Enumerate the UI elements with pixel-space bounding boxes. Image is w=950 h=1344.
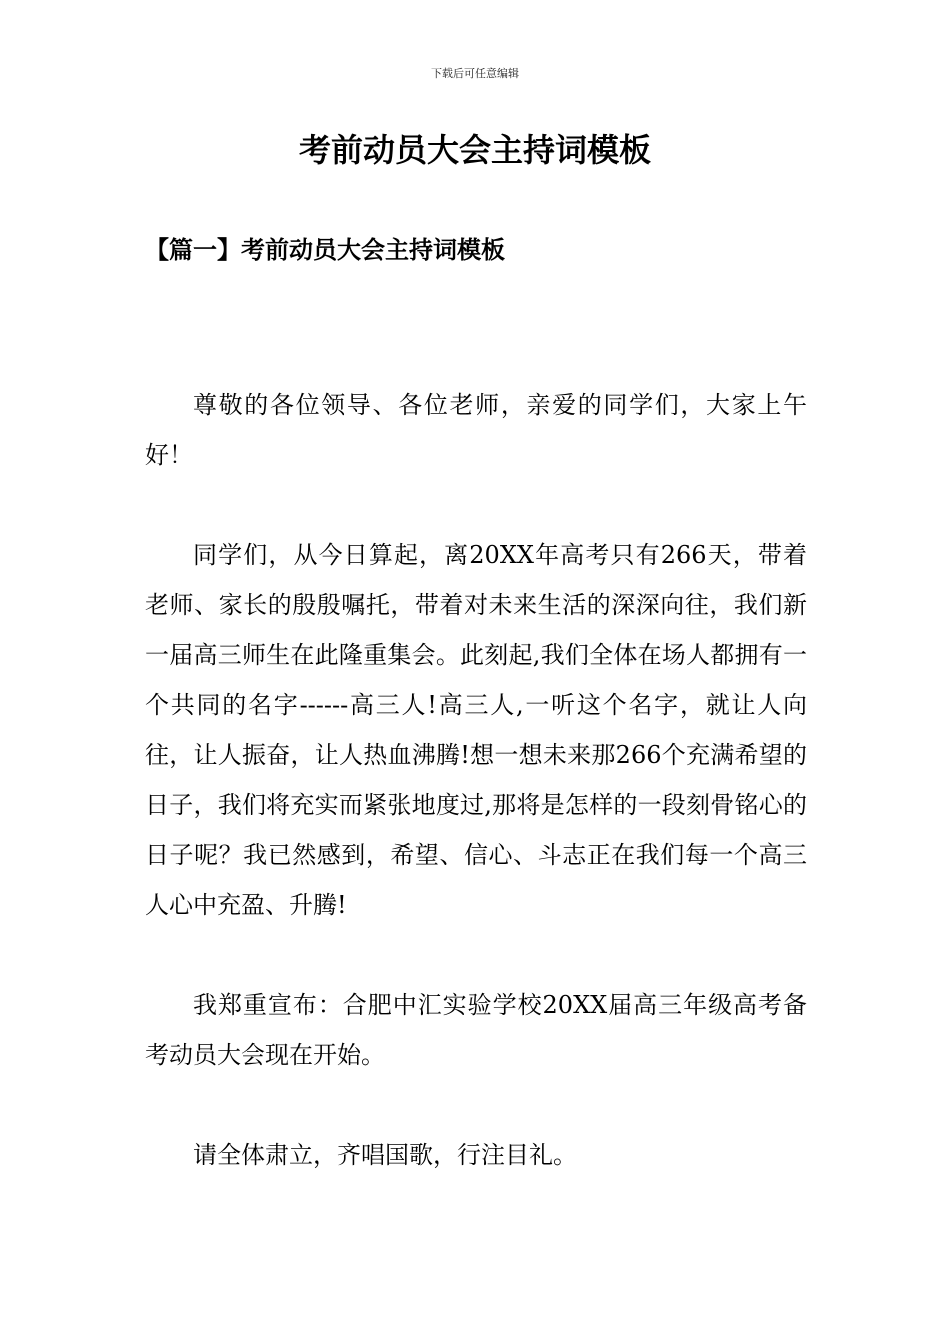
document-title: 考前动员大会主持词模板 (298, 131, 651, 169)
paragraph-greeting: 尊敬的各位领导、各位老师，亲爱的同学们，大家上午好！ (145, 391, 807, 469)
document-body (145, 380, 807, 1230)
paragraph-announcement: 我郑重宣布：合肥中汇实验学校20XX届高三年级高考备考动员大会现在开始。 (145, 991, 807, 1069)
paragraph-opening-speech: 同学们，从今日算起，离20XX年高考只有266天，带着老师、家长的殷殷嘱托，带着对未来生活的深深向往，我们新一届高三师生在此隆重集会。此刻起,我们全体在场人都拥有一个共同的名字------高三人!高三人,一听这个名字，就让人向往，让人振奋，让人热血沸腾!想一想未来那266个充满希望的日子，我们将充实而紧张地度过,那将是怎样的一段刻骨铭心的日子呢？我已然感到，希望、信心、斗志正在我们每一个高三人心中充盈、升腾! (145, 541, 807, 919)
section-heading: 【篇一】考前动员大会主持词模板 (145, 235, 505, 264)
header-note: 下载后可任意编辑 (431, 67, 519, 80)
paragraph-anthem: 请全体肃立，齐唱国歌，行注目礼。 (193, 1141, 577, 1169)
